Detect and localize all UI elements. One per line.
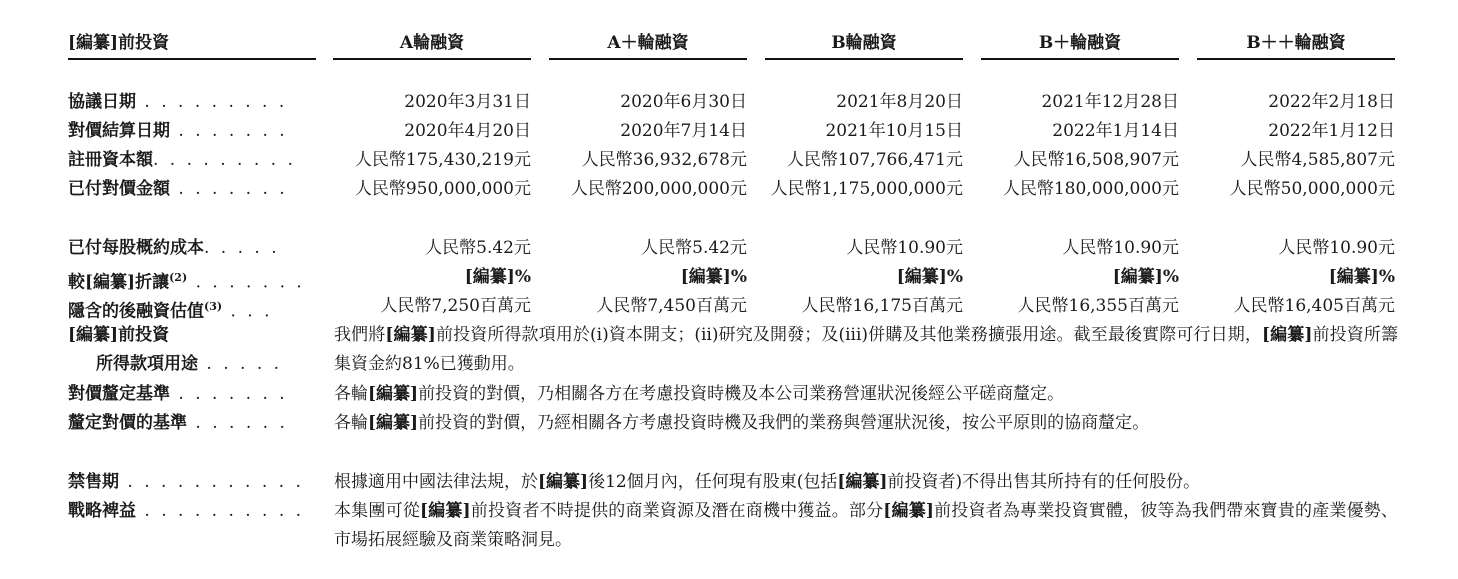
- row-agreement-date: [68, 88, 1398, 117]
- value-cell: 2022年2月18日: [1268, 92, 1395, 112]
- row-text: 各輪[編纂]前投資的對價，乃經相關各方考慮投資時機及我們的業務與營運狀況後，按公平原則的協商釐定。: [334, 413, 1150, 433]
- row-registered-capital: [68, 146, 1398, 175]
- leader-dots: . . . . . . . . . .: [136, 501, 305, 521]
- row-text: 各輪[編纂]前投資的對價，乃相關各方在考慮投資時機及本公司業務營運狀況後經公平磋商釐定。: [334, 384, 1065, 404]
- row-label: 所得款項用途: [96, 354, 198, 374]
- header-round-b: B輪融資: [765, 32, 963, 60]
- value-cell: 人民幣10.90元: [846, 238, 963, 258]
- value-cell: 2022年1月12日: [1268, 121, 1395, 141]
- header-round-b-plus: B＋輪融資: [981, 32, 1179, 60]
- row-label: 註冊資本額: [68, 150, 153, 170]
- header-round-b-plus-plus: B＋＋輪融資: [1197, 32, 1395, 60]
- leader-dots: . . . . .: [204, 238, 280, 258]
- value-cell: 人民幣180,000,000元: [1002, 179, 1179, 199]
- leader-dots: . . . . . . .: [170, 179, 288, 199]
- row-discount: [68, 263, 1398, 292]
- value-cell: [編纂]%: [680, 267, 747, 287]
- value-cell: 2021年8月20日: [836, 92, 963, 112]
- row-label: [編纂]前投資: [68, 325, 170, 345]
- value-cell: 人民幣5.42元: [425, 238, 531, 258]
- leader-dots: . . .: [222, 301, 273, 322]
- value-cell: [編纂]%: [896, 267, 963, 287]
- row-label: 隱含的後融資估值: [68, 301, 204, 322]
- value-cell: [編纂]%: [1328, 267, 1395, 287]
- leader-dots: . . . . . . . . .: [153, 150, 296, 170]
- value-cell: 人民幣16,405百萬元: [1233, 296, 1395, 316]
- row-label: 禁售期: [68, 472, 119, 492]
- value-cell: 2021年10月15日: [825, 121, 963, 141]
- footnote-ref: (2): [169, 271, 188, 284]
- value-cell: 人民幣200,000,000元: [570, 179, 747, 199]
- row-lockup: [68, 468, 1398, 497]
- header-round-a-plus: A＋輪融資: [549, 32, 747, 60]
- row-label: 對價結算日期: [68, 121, 170, 141]
- row-text: 根據適用中國法律法規，於[編纂]後12個月內，任何現有股東(包括[編纂]前投資者)不得出售其所持有的任何股份。: [334, 472, 1201, 492]
- header-label: [編纂]前投資: [68, 32, 316, 60]
- leader-dots: . . . . . . . . . . .: [119, 472, 304, 492]
- row-strategic-benefits: [68, 497, 1398, 555]
- value-cell: 人民幣5.42元: [641, 238, 747, 258]
- value-cell: 2021年12月28日: [1041, 92, 1179, 112]
- value-cell: 人民幣950,000,000元: [354, 179, 531, 199]
- leader-dots: . . . . . . .: [170, 384, 288, 404]
- row-basis-consideration: [68, 409, 1398, 467]
- row-valuation: [68, 292, 1398, 321]
- row-label: 已付對價金額: [68, 179, 170, 199]
- row-label: 已付每股概約成本: [68, 238, 204, 258]
- leader-dots: . . . . . .: [187, 413, 288, 433]
- value-cell: 2020年3月31日: [404, 92, 531, 112]
- value-cell: 人民幣36,932,678元: [581, 150, 747, 170]
- row-settlement-date: [68, 117, 1398, 146]
- value-cell: 人民幣16,508,907元: [1013, 150, 1179, 170]
- value-cell: 2020年7月14日: [620, 121, 747, 141]
- value-cell: 人民幣10.90元: [1062, 238, 1179, 258]
- value-cell: 人民幣1,175,000,000元: [770, 179, 963, 199]
- row-text: 我們將[編纂]前投資所得款項用於(i)資本開支；(ii)研究及開發；及(iii)併購及其他業務擴張用途。截至最後實際可行日期，[編纂]前投資所籌集資金約81%已獲動用。: [334, 325, 1398, 374]
- row-label: 對價釐定基準: [68, 384, 170, 404]
- row-label: 協議日期: [68, 92, 136, 112]
- value-cell: 人民幣50,000,000元: [1229, 179, 1395, 199]
- row-use-of-proceeds: [68, 321, 1398, 379]
- header-round-a: A輪融資: [333, 32, 531, 60]
- value-cell: 人民幣7,450百萬元: [596, 296, 747, 316]
- leader-dots: . . . . .: [198, 354, 283, 374]
- value-cell: 人民幣16,355百萬元: [1017, 296, 1179, 316]
- row-label: 戰略裨益: [68, 501, 136, 521]
- row-text: 本集團可從[編纂]前投資者不時提供的商業資源及潛在商機中獲益。部分[編纂]前投資者為專業投資實體，彼等為我們帶來寶貴的產業優勢、市場拓展經驗及商業策略洞見。: [334, 501, 1398, 550]
- value-cell: [編纂]%: [464, 267, 531, 287]
- value-cell: 人民幣175,430,219元: [354, 150, 531, 170]
- row-basis-determined: [68, 380, 1398, 409]
- value-cell: 人民幣7,250百萬元: [380, 296, 531, 316]
- leader-dots: . . . . . . . . .: [136, 92, 288, 112]
- row-label: 釐定對價的基準: [68, 413, 187, 433]
- value-cell: 人民幣4,585,807元: [1240, 150, 1395, 170]
- footnote-ref: (3): [204, 300, 223, 313]
- leader-dots: . . . . . . .: [170, 121, 288, 141]
- value-cell: [編纂]%: [1112, 267, 1179, 287]
- value-cell: 2020年4月20日: [404, 121, 531, 141]
- value-cell: 2020年6月30日: [620, 92, 747, 112]
- row-cost-per-share: [68, 234, 1398, 263]
- value-cell: 2022年1月14日: [1052, 121, 1179, 141]
- value-cell: 人民幣10.90元: [1278, 238, 1395, 258]
- value-cell: 人民幣107,766,471元: [786, 150, 963, 170]
- value-cell: 人民幣16,175百萬元: [801, 296, 963, 316]
- row-consideration-paid: [68, 175, 1398, 233]
- row-label: 較[編纂]折讓: [68, 272, 170, 293]
- leader-dots: . . . . . . .: [187, 272, 305, 293]
